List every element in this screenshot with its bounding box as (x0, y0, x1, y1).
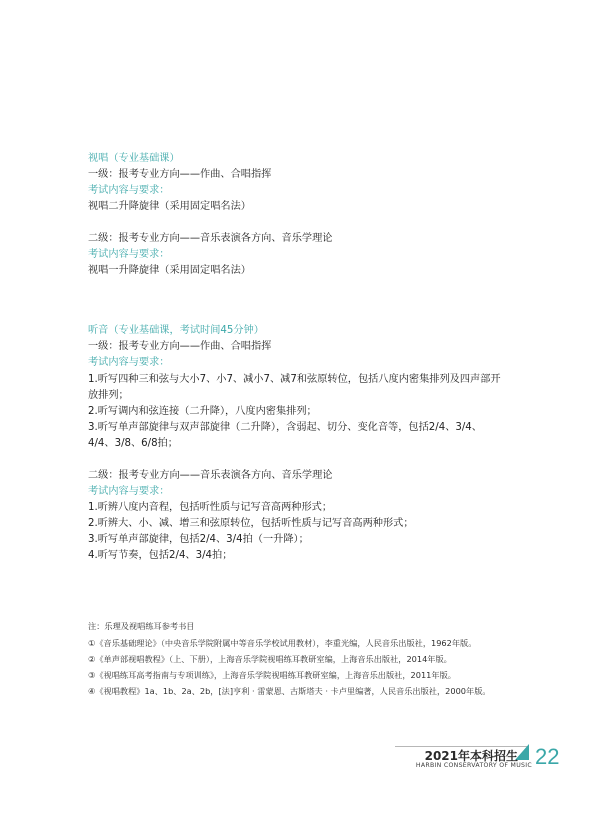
requirements-label: 考试内容与要求： (88, 486, 170, 497)
sight-singing-level1-content: 视唱二升降旋律（采用固定唱名法） (88, 201, 251, 212)
requirements-label: 考试内容与要求： (88, 185, 170, 196)
sight-singing-level2-content: 视唱一升降旋律（采用固定唱名法） (88, 265, 251, 276)
footer-title: 2021年本科招生 (424, 749, 518, 763)
ear-training-level1-label: 一级：报考专业方向——作曲、合唱指挥 (88, 341, 272, 352)
reference-item: ④《视唱教程》1a、1b、2a、2b，[法]亨利 · 雷蒙恩、古斯塔夫 · 卡卢里编著，人民音乐出版社，2000年版。 (88, 686, 491, 696)
footer-subtitle: HARBIN CONSERVATORY OF MUSIC (415, 762, 532, 769)
requirements-label: 考试内容与要求： (88, 357, 170, 368)
sight-singing-level2-label: 二级：报考专业方向——音乐表演各方向、音乐学理论 (88, 233, 333, 244)
requirements-label: 考试内容与要求： (88, 249, 170, 260)
list-item: 1.听辨八度内音程，包括听性质与记写音高两种形式； (88, 502, 333, 513)
list-item: 3.听写单声部旋律与双声部旋律（二升降），含弱起、切分、变化音等，包括2/4、3/4、 (88, 422, 482, 433)
list-item: 放排列； (88, 390, 129, 401)
list-item: 3.听写单声部旋律，包括2/4、3/4拍（一升降）； (88, 534, 309, 545)
reference-item: ②《单声部视唱教程》（上、下册），上海音乐学院视唱练耳教研室编，上海音乐出版社，2014年版。 (88, 654, 452, 664)
section-heading-ear-training: 听音（专业基础课，考试时间45分钟） (88, 325, 264, 336)
page-number: 22 (535, 744, 560, 769)
reference-item: ①《音乐基础理论》（中央音乐学院附属中等音乐学校试用教材），李重光编，人民音乐出版社，1962年版。 (88, 638, 477, 648)
reference-item: ③《视唱练耳高考指南与专项训练》，上海音乐学院视唱练耳教研室编，上海音乐出版社，2011年版。 (88, 670, 456, 680)
sight-singing-level1-label: 一级：报考专业方向——作曲、合唱指挥 (88, 169, 272, 180)
section-heading-sight-singing: 视唱（专业基础课） (88, 153, 180, 164)
list-item: 1.听写四种三和弦与大小7、小7、减小7、减7和弦原转位，包括八度内密集排列及四声部开 (88, 374, 501, 385)
list-item: 2.听写调内和弦连接（二升降），八度内密集排列； (88, 406, 317, 417)
list-item: 2.听辨大、小、减、增三和弦原转位，包括听性质与记写音高两种形式； (88, 518, 414, 529)
list-item: 4.听写节奏，包括2/4、3/4拍； (88, 550, 233, 561)
notes-title: 注：乐理及视唱练耳参考书目 (88, 621, 195, 631)
list-item: 4/4、3/8、6/8拍； (88, 438, 178, 449)
ear-training-level2-label: 二级：报考专业方向——音乐表演各方向、音乐学理论 (88, 470, 333, 481)
